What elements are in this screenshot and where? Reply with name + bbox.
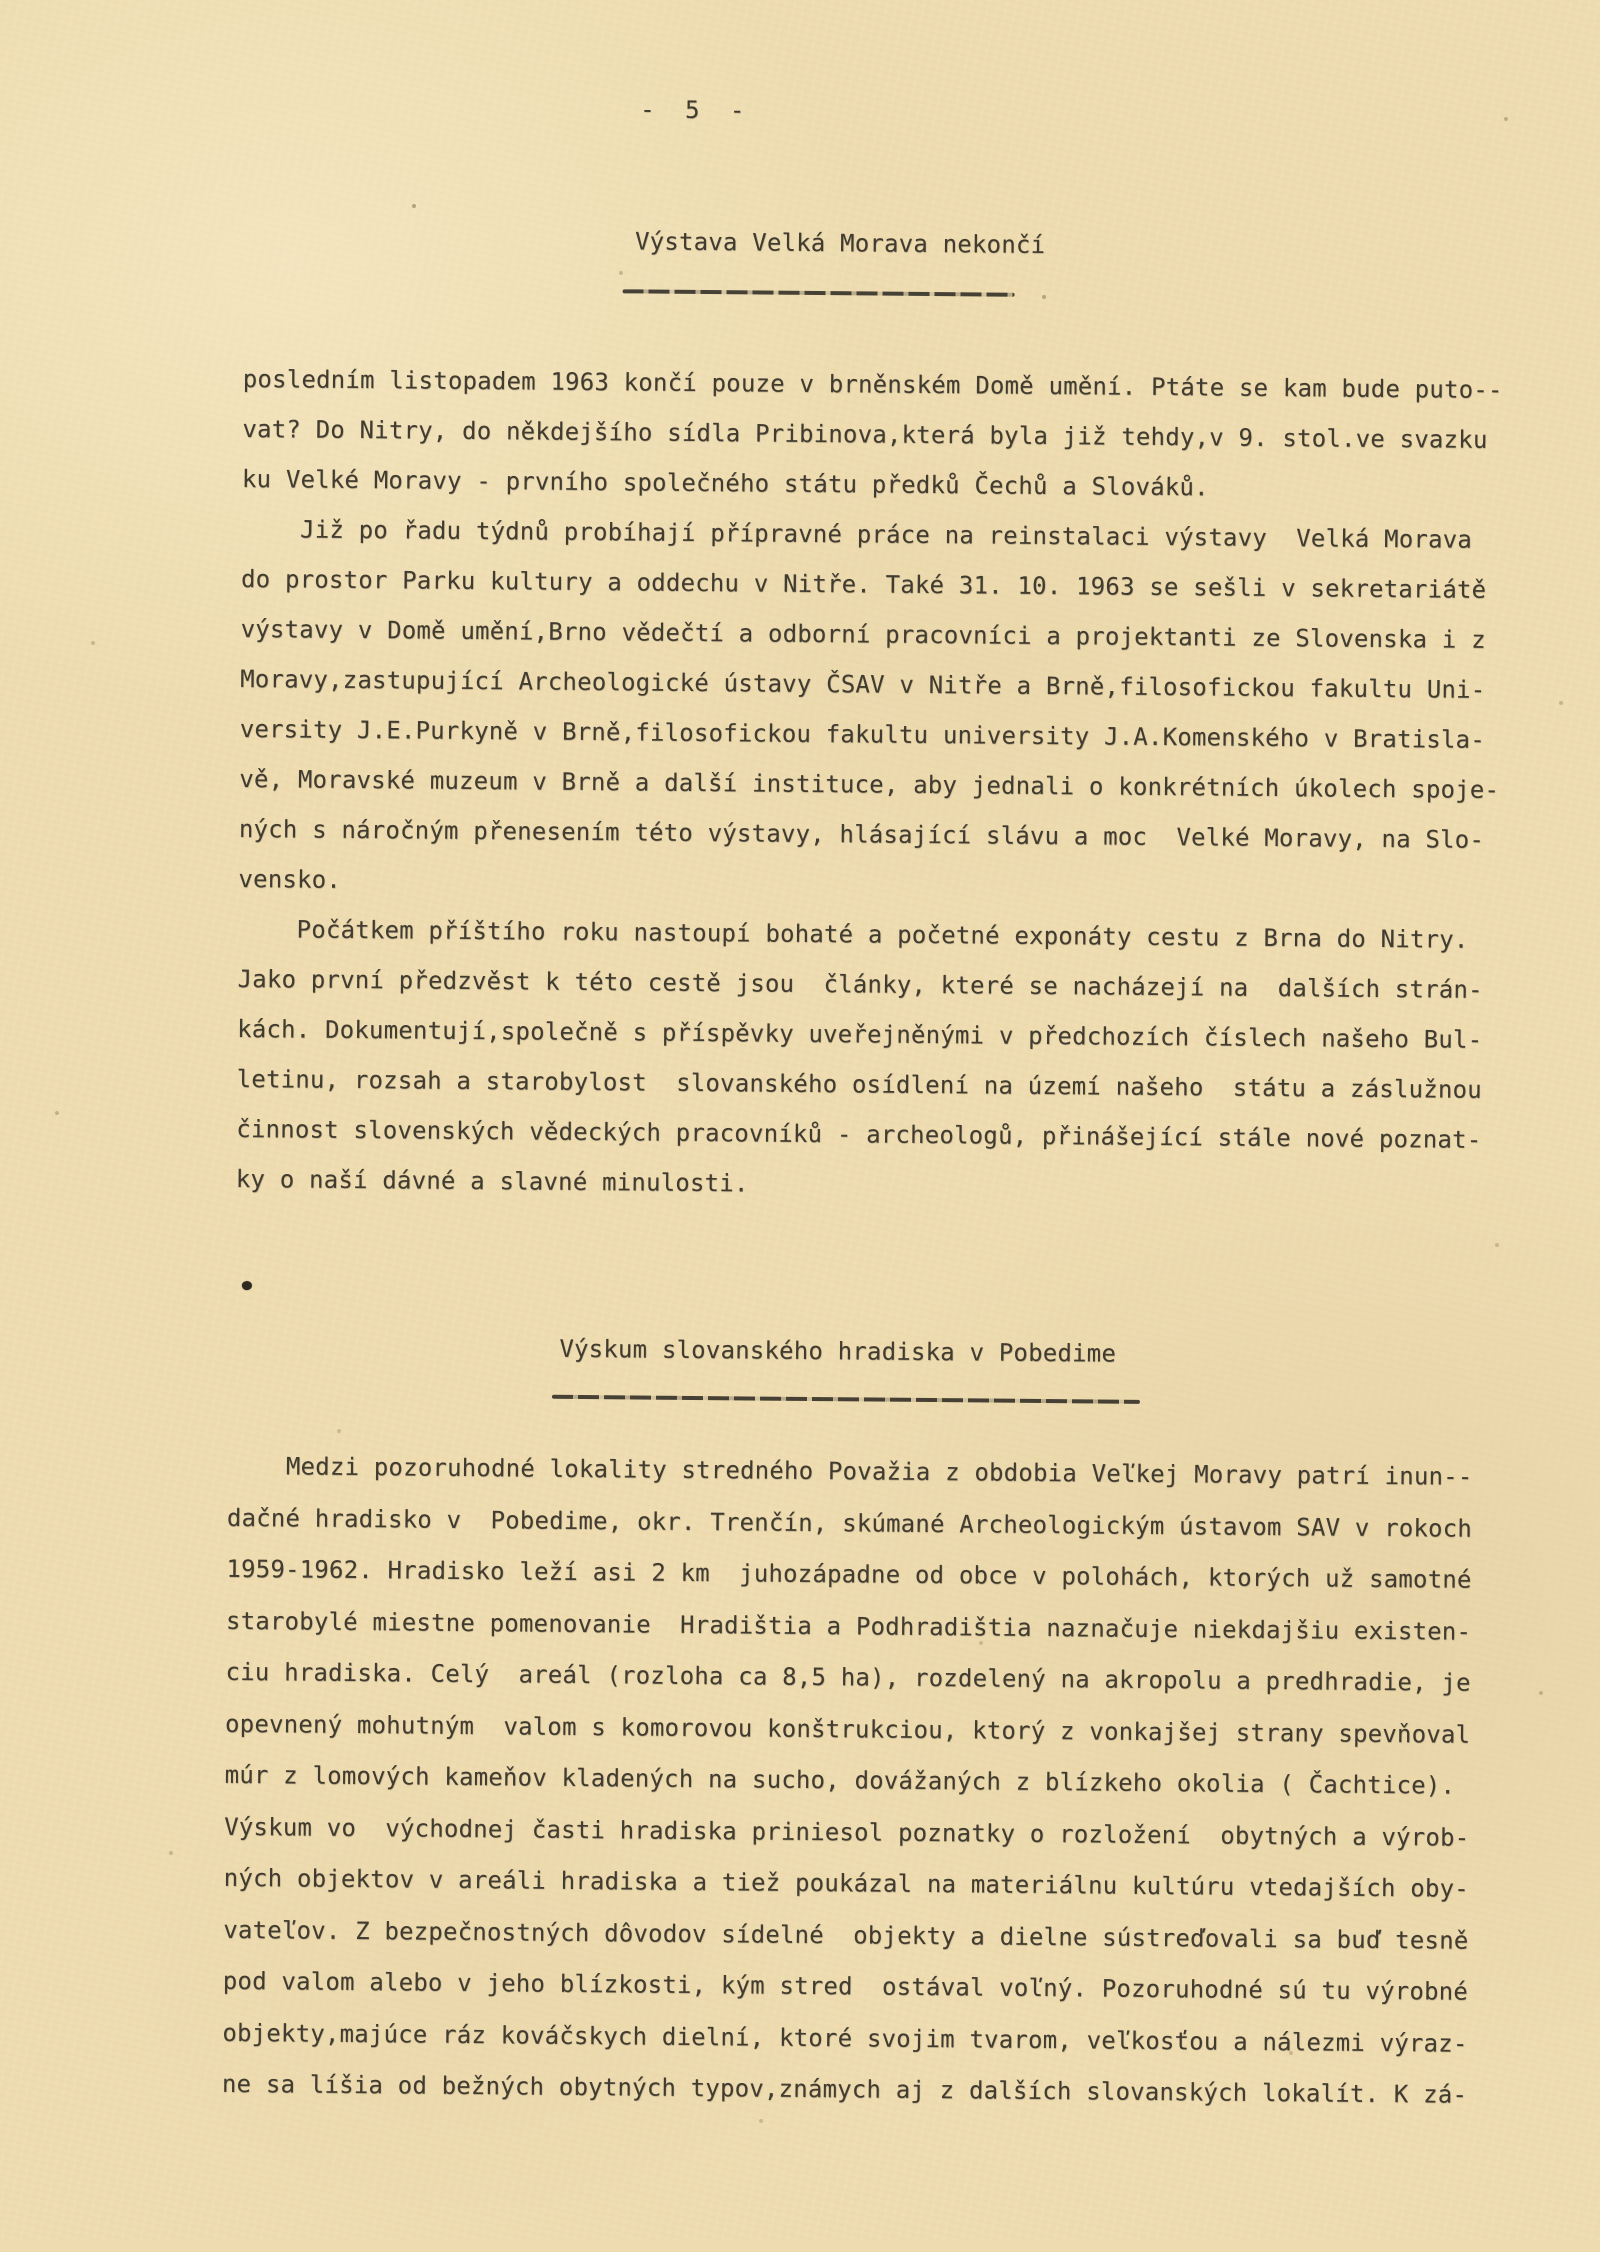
text-line: kách. Dokumentují,společně s příspěvky uveřejněnými v předchozích číslech našeho Bul- — [237, 1014, 1483, 1054]
text-line: posledním listopadem 1963 končí pouze v brněnském Domě umění. Ptáte se kam bude puto-- — [242, 364, 1503, 404]
section-title-vystava: Výstava Velká Morava nekončí — [634, 227, 1046, 259]
title-underline — [623, 289, 1015, 296]
text-line: objekty,majúce ráz kováčskych dielní, ktoré svojim tvarom, veľkosťou a nálezmi výraz- — [222, 2018, 1468, 2058]
text-line: ky o naší dávné a slavné minulosti. — [235, 1164, 749, 1198]
text-line: dačné hradisko v Pobedime, okr. Trenčín, skúmané Archeologickým ústavom SAV v rokoch — [226, 1503, 1473, 1543]
title-underline — [552, 1395, 1140, 1404]
text-line: ných s náročným přenesením této výstavy, hlásající slávu a moc Velké Moravy, na Slo- — [238, 814, 1485, 854]
text-line: versity J.E.Purkyně v Brně,filosofickou fakultu university J.A.Komenského v Bratisla- — [239, 714, 1486, 754]
text-line: do prostor Parku kultury a oddechu v Nitře. Také 31. 10. 1963 se sešli v sekretariátě — [240, 564, 1487, 604]
text-line: vě, Moravské muzeum v Brně a další instituce, aby jednali o konkrétních úkolech spoje- — [239, 764, 1500, 804]
text-line: vensko. — [238, 864, 342, 894]
text-line: múr z lomových kameňov kladených na sucho, dovážaných z blízkeho okolia ( Čachtice). — [224, 1760, 1456, 1800]
text-line: pod valom alebo v jeho blízkosti, kým stred ostával voľný. Pozoruhodné sú tu výrobné — [222, 1966, 1469, 2006]
bullet-mark — [242, 1281, 252, 1290]
text-line: vat? Do Nitry, do někdejšího sídla Pribinova,která byla již tehdy,v 9. stol.ve svazku — [242, 414, 1488, 454]
text-line: Medzi pozoruhodné lokality stredného Považia z obdobia Veľkej Moravy patrí inun-- — [227, 1451, 1473, 1491]
text-line: Počátkem příštího roku nastoupí bohaté a početné exponáty cestu z Brna do Nitry. — [237, 914, 1469, 954]
text-line: ných objektov v areáli hradiska a tiež poukázal na materiálnu kultúru vtedajších oby- — [223, 1863, 1470, 1903]
text-line: ciu hradiska. Celý areál (rozloha ca 8,5 ha), rozdelený na akropolu a predhradie, je — [225, 1657, 1471, 1697]
text-line: opevnený mohutným valom s komorovou konštrukciou, ktorý z vonkajšej strany spevňoval — [224, 1709, 1471, 1749]
text-line: výstavy v Domě umění,Brno vědečtí a odborní pracovníci a projektanti ze Slovenska i z — [240, 614, 1486, 654]
text-line: 1959-1962. Hradisko leží asi 2 km juhozápadne od obce v polohách, ktorých už samotné — [226, 1554, 1472, 1594]
text-line: Již po řadu týdnů probíhají přípravné práce na reinstalaci výstavy Velká Morava — [241, 514, 1473, 554]
section-title-vyskum: Výskum slovanského hradiska v Pobedime — [559, 1334, 1117, 1368]
text-line: Výskum vo východnej časti hradiska priniesol poznatky o rozložení obytných a výrob- — [224, 1812, 1470, 1852]
text-line: letinu, rozsah a starobylost slovanského osídlení na území našeho státu a záslužnou — [236, 1064, 1482, 1104]
text-line: ne sa líšia od bežných obytných typov,známych aj z dalších slovanských lokalít. K zá- — [221, 2069, 1468, 2109]
text-line: ku Velké Moravy - prvního společného státu předků Čechů a Slováků. — [241, 464, 1209, 502]
text-line: činnost slovenských vědeckých pracovníků - archeologů, přinášející stále nové poznat- — [236, 1114, 1482, 1154]
text-line: Jako první předzvěst k této cestě jsou články, které se nacházejí na dalších strán- — [237, 964, 1483, 1004]
section-body-vystava — [236, 354, 1503, 1215]
page-number: - 5 - — [640, 95, 746, 125]
text-line: starobylé miestne pomenovanie Hradištia a Podhradištia naznačuje niekdajšiu existen- — [225, 1606, 1472, 1646]
text-line: Moravy,zastupující Archeologické ústavy ČSAV v Nitře a Brně,filosofickou fakultu Uni- — [240, 664, 1486, 704]
section-body-vyskum — [222, 1441, 1473, 2121]
text-line: vateľov. Z bezpečnostných dôvodov sídelné objekty a dielne sústreďovali sa buď tesně — [223, 1915, 1469, 1955]
paper-speckles — [0, 0, 2, 2]
